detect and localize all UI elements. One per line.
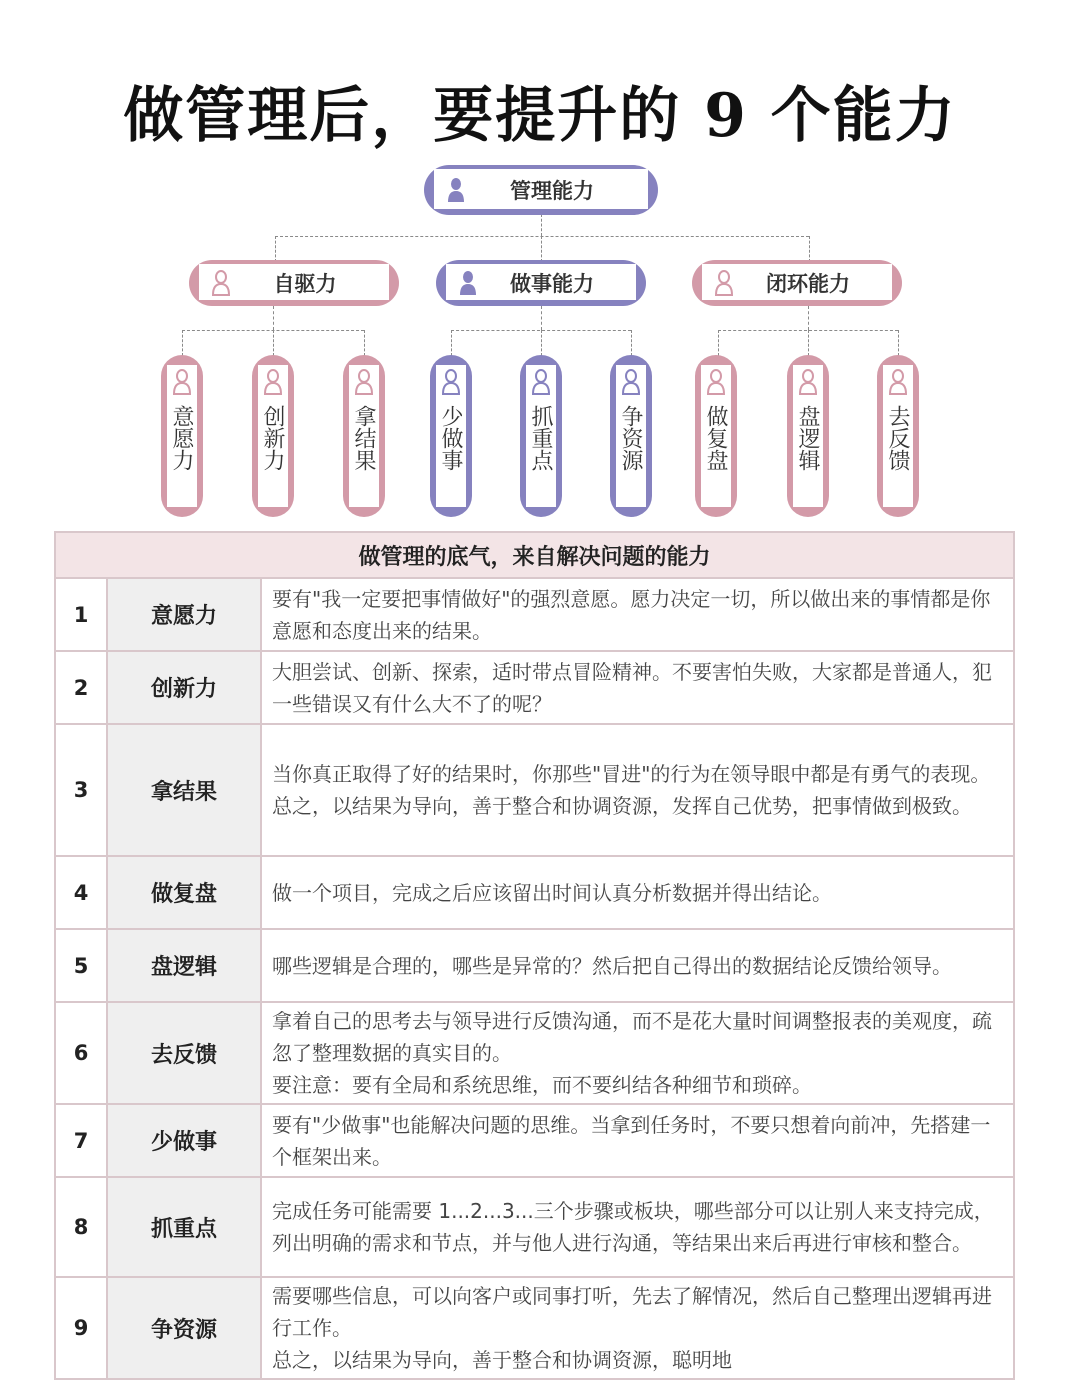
person-icon xyxy=(458,270,478,296)
node-group-self-drive xyxy=(189,260,399,306)
node-label: 做复盘 xyxy=(703,405,728,471)
row-number: 6 xyxy=(55,1002,107,1104)
row-name: 创新力 xyxy=(107,651,261,724)
row-desc xyxy=(261,578,1014,651)
connector xyxy=(541,330,542,356)
row-number: 3 xyxy=(55,724,107,856)
desc-line: 需要哪些信息，可以向客户或同事打听，先去了解情况，然后自己整理出逻辑再进行工作。 xyxy=(272,1284,992,1340)
desc-line: 要有"少做事"也能解决问题的思维。当拿到任务时，不要只想着向前冲，先搭建一个框架出来。 xyxy=(272,1112,991,1169)
person-outline-icon xyxy=(621,369,641,395)
row-desc xyxy=(261,929,1014,1002)
connector xyxy=(809,236,810,262)
node-label: 争资源 xyxy=(618,405,643,471)
row-number: 5 xyxy=(55,929,107,1002)
connector xyxy=(718,330,719,356)
desc-line: 完成任务可能需要 1...2...3...三个步骤或板块，哪些部分可以让别人来支持完成，列出明确的需求和节点，并与他人进行沟通，等结果出来后再进行审核和整合。 xyxy=(272,1199,994,1255)
row-number: 4 xyxy=(55,856,107,929)
node-label: 自驱力 xyxy=(273,272,337,296)
connector xyxy=(541,236,542,262)
connector xyxy=(541,306,542,330)
person-icon xyxy=(446,177,466,203)
person-outline-icon xyxy=(172,369,192,395)
row-desc xyxy=(261,856,1014,929)
desc-line: 做一个项目，完成之后应该留出时间认真分析数据并得出结论。 xyxy=(272,880,832,905)
person-outline-icon xyxy=(888,369,908,395)
connector xyxy=(275,236,276,262)
node-label: 去反馈 xyxy=(885,405,910,471)
row-desc xyxy=(261,1177,1014,1277)
row-desc xyxy=(261,1104,1014,1177)
person-outline-icon xyxy=(354,369,374,395)
row-number: 7 xyxy=(55,1104,107,1177)
node-leaf xyxy=(787,355,829,517)
connector xyxy=(631,330,632,356)
connector xyxy=(808,330,809,356)
node-label: 创新力 xyxy=(260,405,285,471)
desc-line: 大胆尝试、创新、探索，适时带点冒险精神。不要害怕失败，大家都是普通人，犯一些错误又有什么大不了的呢？ xyxy=(272,659,992,716)
desc-line: 总之，以结果为导向，善于整合和协调资源，发挥自己优势，把事情做到极致。 xyxy=(272,794,972,818)
row-number: 9 xyxy=(55,1277,107,1379)
row-name: 意愿力 xyxy=(107,578,261,651)
node-group-execution xyxy=(436,260,646,306)
person-outline-icon xyxy=(441,369,461,395)
node-leaf xyxy=(343,355,385,517)
person-outline-icon xyxy=(263,369,283,395)
table-row xyxy=(55,929,1014,1002)
node-label: 盘逻辑 xyxy=(795,405,820,471)
connector xyxy=(273,330,274,356)
desc-line: 要有"我一定要把事情做好"的强烈意愿。愿力决定一切，所以做出来的事情都是你意愿和态度出来的结果。 xyxy=(272,586,991,643)
person-outline-icon xyxy=(706,369,726,395)
row-name: 拿结果 xyxy=(107,724,261,856)
table-row xyxy=(55,1177,1014,1277)
connector xyxy=(808,306,809,330)
row-desc xyxy=(261,1002,1014,1104)
node-label: 闭环能力 xyxy=(766,272,850,296)
person-outline-icon xyxy=(798,369,818,395)
row-name: 盘逻辑 xyxy=(107,929,261,1002)
table-row xyxy=(55,651,1014,724)
table-row xyxy=(55,1104,1014,1177)
connector xyxy=(364,330,365,356)
node-label: 抓重点 xyxy=(528,405,553,471)
node-group-closed-loop xyxy=(692,260,902,306)
connector xyxy=(898,330,899,356)
node-label: 意愿力 xyxy=(169,405,194,471)
row-number: 2 xyxy=(55,651,107,724)
table-row xyxy=(55,856,1014,929)
node-label: 做事能力 xyxy=(510,272,594,296)
row-desc xyxy=(261,651,1014,724)
row-name: 争资源 xyxy=(107,1277,261,1379)
node-label: 管理能力 xyxy=(510,179,594,203)
person-outline-icon xyxy=(531,369,551,395)
connector xyxy=(275,236,809,237)
row-desc xyxy=(261,724,1014,856)
node-leaf xyxy=(877,355,919,517)
person-outline-icon xyxy=(211,270,231,296)
desc-line: 哪些逻辑是合理的，哪些是异常的？然后把自己得出的数据结论反馈给领导。 xyxy=(272,953,952,978)
node-root xyxy=(424,165,658,215)
connector xyxy=(451,330,452,356)
node-leaf xyxy=(161,355,203,517)
table-header-row xyxy=(55,532,1014,578)
desc-line: 当你真正取得了好的结果时，你那些"冒进"的行为在领导眼中都是有勇气的表现。 xyxy=(272,762,991,786)
row-number: 1 xyxy=(55,578,107,651)
page-title: 做管理后，要提升的 9 个能力 xyxy=(123,81,957,151)
node-leaf xyxy=(695,355,737,517)
table-row xyxy=(55,1277,1014,1379)
node-leaf xyxy=(252,355,294,517)
node-leaf xyxy=(430,355,472,517)
desc-line: 总之，以结果为导向，善于整合和协调资源，聪明地 xyxy=(272,1348,732,1372)
row-name: 做复盘 xyxy=(107,856,261,929)
table-header: 做管理的底气，来自解决问题的能力 xyxy=(55,532,1014,578)
row-name: 去反馈 xyxy=(107,1002,261,1104)
abilities-table xyxy=(54,531,1015,1380)
row-number: 8 xyxy=(55,1177,107,1277)
table-row xyxy=(55,578,1014,651)
node-leaf xyxy=(610,355,652,517)
row-name: 少做事 xyxy=(107,1104,261,1177)
table-row xyxy=(55,724,1014,856)
person-outline-icon xyxy=(714,270,734,296)
node-leaf xyxy=(520,355,562,517)
row-name: 抓重点 xyxy=(107,1177,261,1277)
node-label: 少做事 xyxy=(438,405,463,471)
desc-line: 拿着自己的思考去与领导进行反馈沟通，而不是花大量时间调整报表的美观度，疏忽了整理数据的真实目的。 xyxy=(272,1009,992,1065)
desc-line: 要注意：要有全局和系统思维，而不要纠结各种细节和琐碎。 xyxy=(272,1073,812,1097)
connector xyxy=(541,214,542,236)
node-label: 拿结果 xyxy=(351,405,376,471)
row-desc xyxy=(261,1277,1014,1379)
connector xyxy=(182,330,183,356)
connector xyxy=(273,306,274,330)
table-row xyxy=(55,1002,1014,1104)
